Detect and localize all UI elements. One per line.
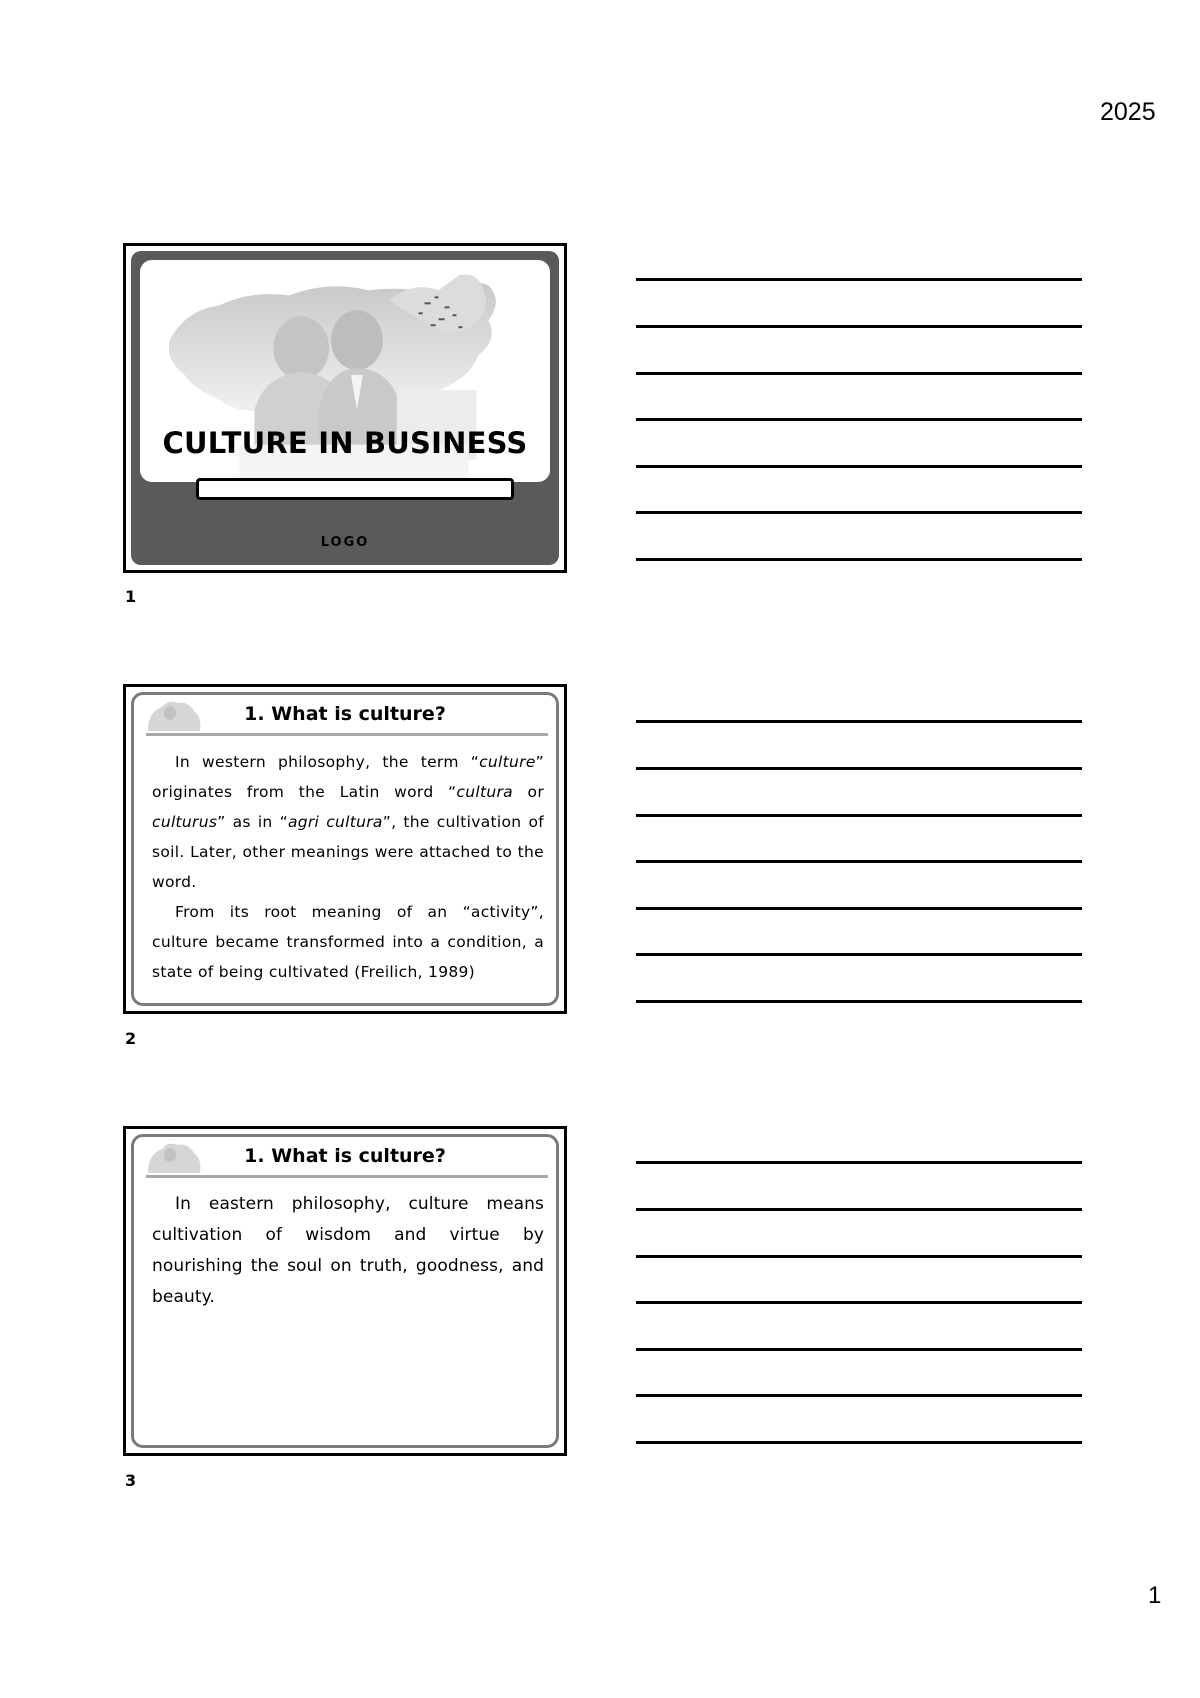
slide-2-body (152, 747, 544, 987)
note-line (636, 558, 1082, 561)
note-line (636, 1255, 1082, 1258)
slide-3-frame (131, 1134, 559, 1448)
slide-1-background (131, 251, 559, 565)
note-line (636, 1441, 1082, 1444)
slide-number-2: 2 (125, 1029, 137, 1048)
slide-1-title: CULTURE IN BUSINESS (162, 426, 528, 460)
slide-number-1: 1 (125, 587, 137, 606)
slide-3-thumbnail (123, 1126, 567, 1456)
paragraph-1: In western philosophy, the term “culture” originates from the Latin word “cultura or culturus” as in “agri cultura”, the cultivation of soil. Later, other meanings were attached to the word. (152, 753, 544, 891)
note-line (636, 814, 1082, 817)
slide-3-title: 1. What is culture? (244, 1145, 446, 1167)
slide-1-thumbnail (123, 243, 567, 573)
note-line (636, 1348, 1082, 1351)
slide-1-image-panel (140, 260, 550, 482)
note-line (636, 1208, 1082, 1211)
slide-number-3: 3 (125, 1471, 137, 1490)
note-line (636, 953, 1082, 956)
paragraph-2: From its root meaning of an “activity”, culture became transformed into a condition, a state of being cultivated (Freilich, 1989) (152, 903, 544, 981)
paragraph-1: In eastern philosophy, culture means cultivation of wisdom and virtue by nourishing the soul on truth, goodness, and beauty. (152, 1194, 544, 1307)
note-line (636, 1161, 1082, 1164)
note-line (636, 720, 1082, 723)
note-line (636, 325, 1082, 328)
note-line (636, 465, 1082, 468)
slide-2-frame (131, 692, 559, 1006)
note-line (636, 511, 1082, 514)
note-line (636, 1394, 1082, 1397)
note-line (636, 907, 1082, 910)
header-year: 2025 (1100, 98, 1156, 126)
logo-text: LOGO (320, 535, 370, 550)
page-number: 1 (1148, 1582, 1162, 1609)
note-line (636, 372, 1082, 375)
slide-2-thumbnail (123, 684, 567, 1014)
title-underline (146, 733, 548, 736)
note-line (636, 1000, 1082, 1003)
subtitle-placeholder-bar (196, 478, 514, 500)
slide-2-title: 1. What is culture? (244, 703, 446, 725)
title-underline (146, 1175, 548, 1178)
slide-3-body (152, 1189, 544, 1313)
note-line (636, 278, 1082, 281)
note-line (636, 1301, 1082, 1304)
note-line (636, 418, 1082, 421)
note-line (636, 860, 1082, 863)
note-line (636, 767, 1082, 770)
